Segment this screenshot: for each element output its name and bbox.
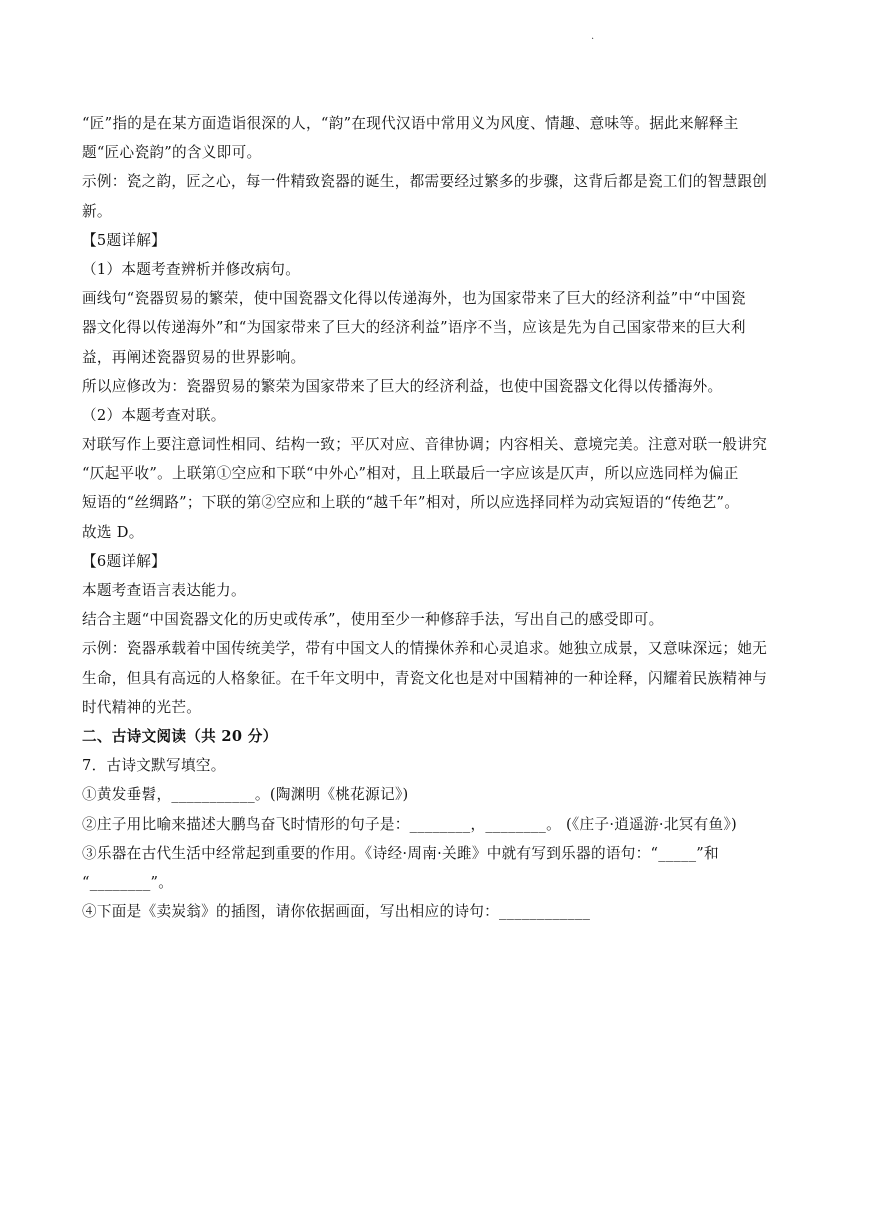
text-line: 益，再阐述瓷器贸易的世界影响。 (82, 348, 306, 366)
document-body (82, 109, 792, 926)
section-heading: 【6题详解】 (82, 552, 167, 570)
page-mark: . (591, 31, 595, 42)
text-line: 画线句“瓷器贸易的繁荣，使中国瓷器文化得以传递海外，也为国家带来了巨大的经济利益”中“中国瓷 (82, 290, 746, 308)
text-line: “匠”指的是在某方面造诣很深的人，“韵”在现代汉语中常用义为风度、情趣、意味等。据此来解释主 (82, 115, 739, 132)
text-line: 新。 (82, 202, 112, 220)
text-line: 器文化得以传递海外”和“为国家带来了巨大的经济利益”语序不当，应该是先为自己国家带来的巨大利 (82, 319, 746, 337)
text-line: 短语的“丝绸路”；下联的第②空应和上联的“越千年”相对，所以应选择同样为动宾短语的“传绝艺”。 (82, 494, 740, 512)
fill-blank-item: ④下面是《卖炭翁》的插图，请你依据画面，写出相应的诗句：____________ (82, 903, 591, 921)
text-line: 本题考查语言表达能力。 (82, 582, 246, 599)
text-line: 时代精神的光芒。 (82, 698, 202, 716)
text-line: （1）本题考查辨析并修改病句。 (82, 260, 301, 278)
text-line: 示例：瓷器承载着中国传统美学，带有中国文人的情操休养和心灵追求。她独立成景，又意味深远；她无 (82, 640, 768, 658)
text-line: 题“匠心瓷韵”的含义即可。 (82, 144, 262, 162)
text-line: 生命，但具有高远的人格象征。在千年文明中，青瓷文化也是对中国精神的一种诠释，闪耀着民族精神与 (82, 669, 768, 687)
text-line: “仄起平收”。上联第①空应和下联“中外心”相对，且上联最后一字应该是仄声，所以应选同样为偏正 (82, 465, 739, 483)
text-line: 所以应修改为：瓷器贸易的繁荣为国家带来了巨大的经济利益，也使中国瓷器文化得以传播海外。 (82, 377, 723, 395)
text-line: 结合主题“中国瓷器文化的历史或传承”，使用至少一种修辞手法，写出自己的感受即可。 (82, 611, 664, 629)
fill-blank-item: ②庄子用比喻来描述大鹏鸟奋飞时情形的句子是：________，________。 (《庄子·逍遥游·北冥有鱼》) (82, 815, 738, 833)
text-line: 对联写作上要注意词性相同、结构一致；平仄对应、音律协调；内容相关、意境完美。注意对联一般讲究 (82, 436, 768, 454)
text-line: （2）本题考查对联。 (82, 406, 226, 424)
fill-blank-item: ①黄发垂髫，___________。(陶渊明《桃花源记》) (82, 786, 409, 804)
section-heading: 【5题详解】 (82, 231, 167, 249)
fill-blank-item: ③乐器在古代生活中经常起到重要的作用。《诗经·周南·关雎》中就有写到乐器的语句：“_____”和 (82, 844, 719, 862)
question-title: 7．古诗文默写填空。 (82, 757, 226, 775)
fill-blank-item: “________”。 (82, 873, 174, 891)
text-line: 示例：瓷之韵，匠之心，每一件精致瓷器的诞生，都需要经过繁多的步骤，这背后都是瓷工们的智慧跟创 (82, 173, 768, 191)
text-line: 故选 D。 (82, 523, 144, 541)
part-heading: 二、古诗文阅读（共 20 分） (82, 727, 278, 745)
